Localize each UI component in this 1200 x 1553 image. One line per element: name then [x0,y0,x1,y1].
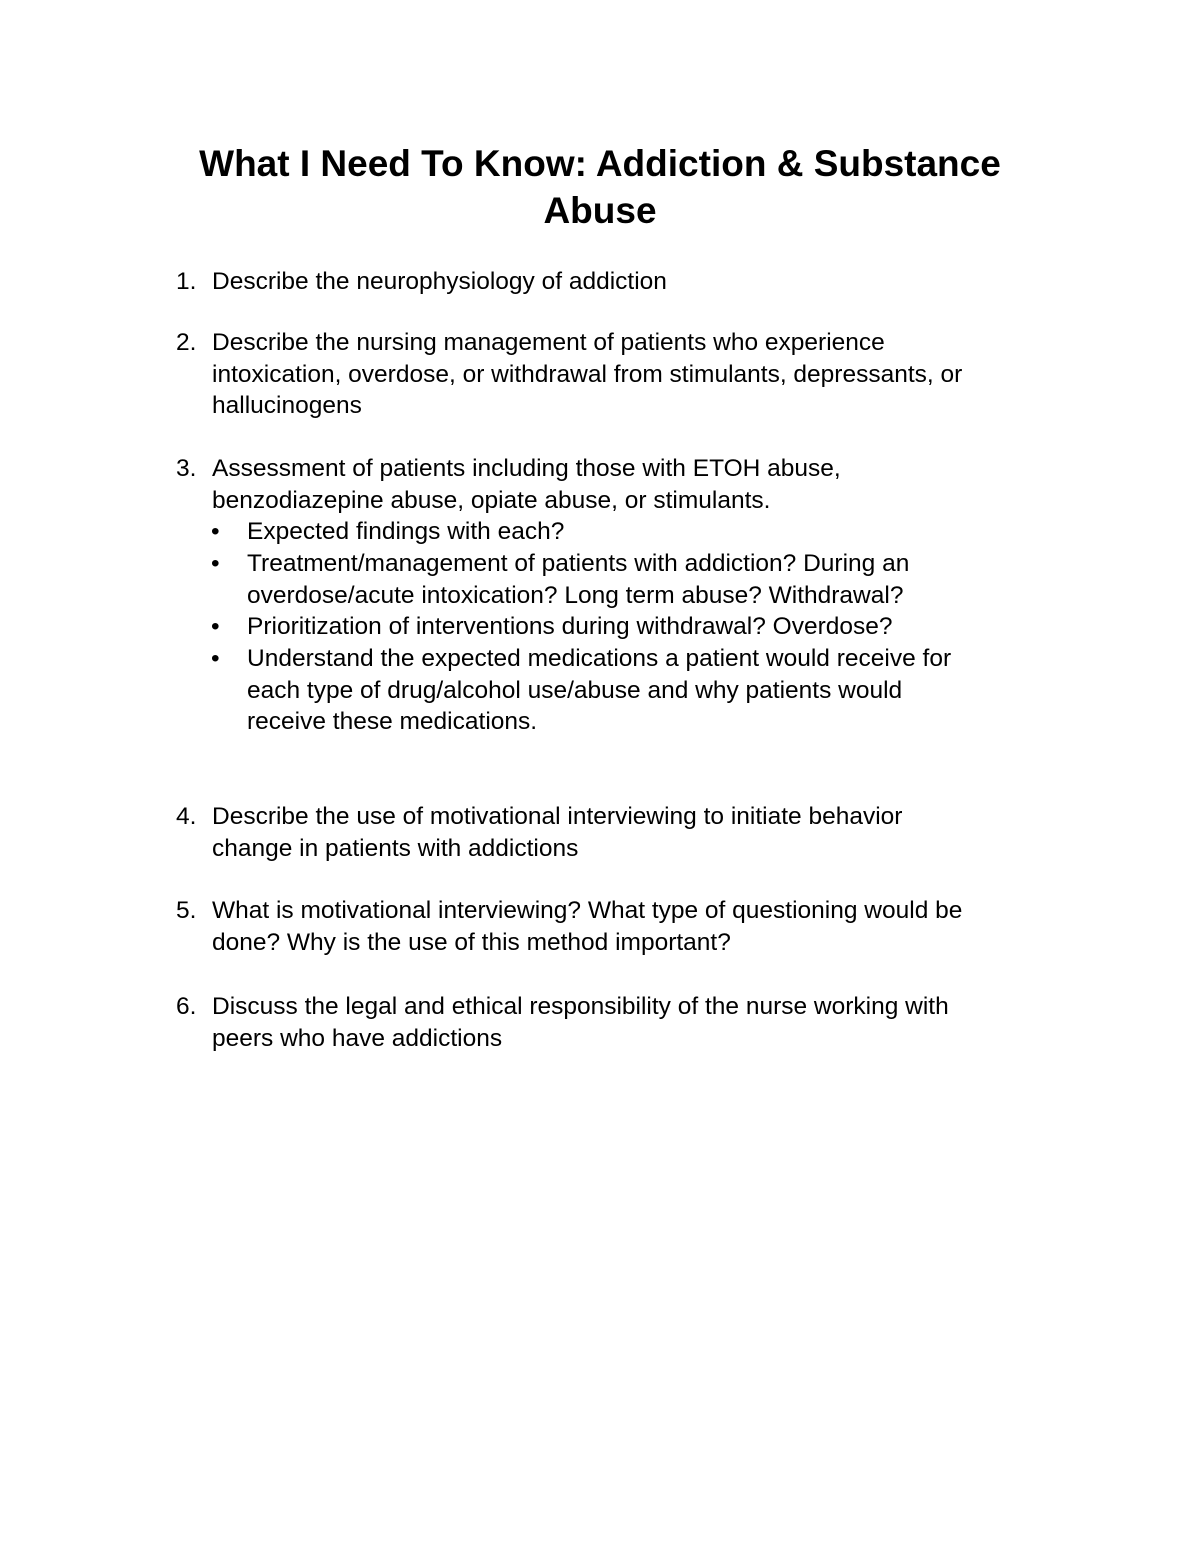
item-text: Describe the use of motivational interviewing to initiate behavior change in patients with addictions [212,803,903,862]
item-number: 4. [176,803,197,830]
bullet-text: Treatment/management of patients with addiction? During an overdose/acute intoxication? Long term abuse? Withdrawal? [247,550,910,609]
bullet-icon: • [211,613,220,640]
item-number: 2. [176,329,197,356]
bullet-text: Prioritization of interventions during withdrawal? Overdose? [247,613,893,640]
item-text: Discuss the legal and ethical responsibility of the nurse working with peers who have addictions [212,993,949,1052]
item-number: 3. [176,455,197,482]
bullet-icon: • [211,645,220,672]
item-text: Describe the nursing management of patients who experience intoxication, overdose, or withdrawal from stimulants, depressants, or hallucinogens [212,329,963,419]
bullet-icon: • [211,550,220,577]
bullet-text: Understand the expected medications a patient would receive for each type of drug/alcohol use/abuse and why patients would receive these medications. [247,645,952,735]
item-text: What is motivational interviewing? What type of questioning would be done? Why is the use of this method important? [212,897,963,956]
item-text: Describe the neurophysiology of addiction [212,268,667,295]
page-title: What I Need To Know: Addiction & Substance Abuse [199,143,1001,231]
bullet-icon: • [211,518,220,545]
item-text: Assessment of patients including those with ETOH abuse, benzodiazepine abuse, opiate abuse, or stimulants. [212,455,841,514]
item-number: 5. [176,897,197,924]
bullet-text: Expected findings with each? [247,518,565,545]
item-number: 1. [176,268,197,295]
item-number: 6. [176,993,197,1020]
